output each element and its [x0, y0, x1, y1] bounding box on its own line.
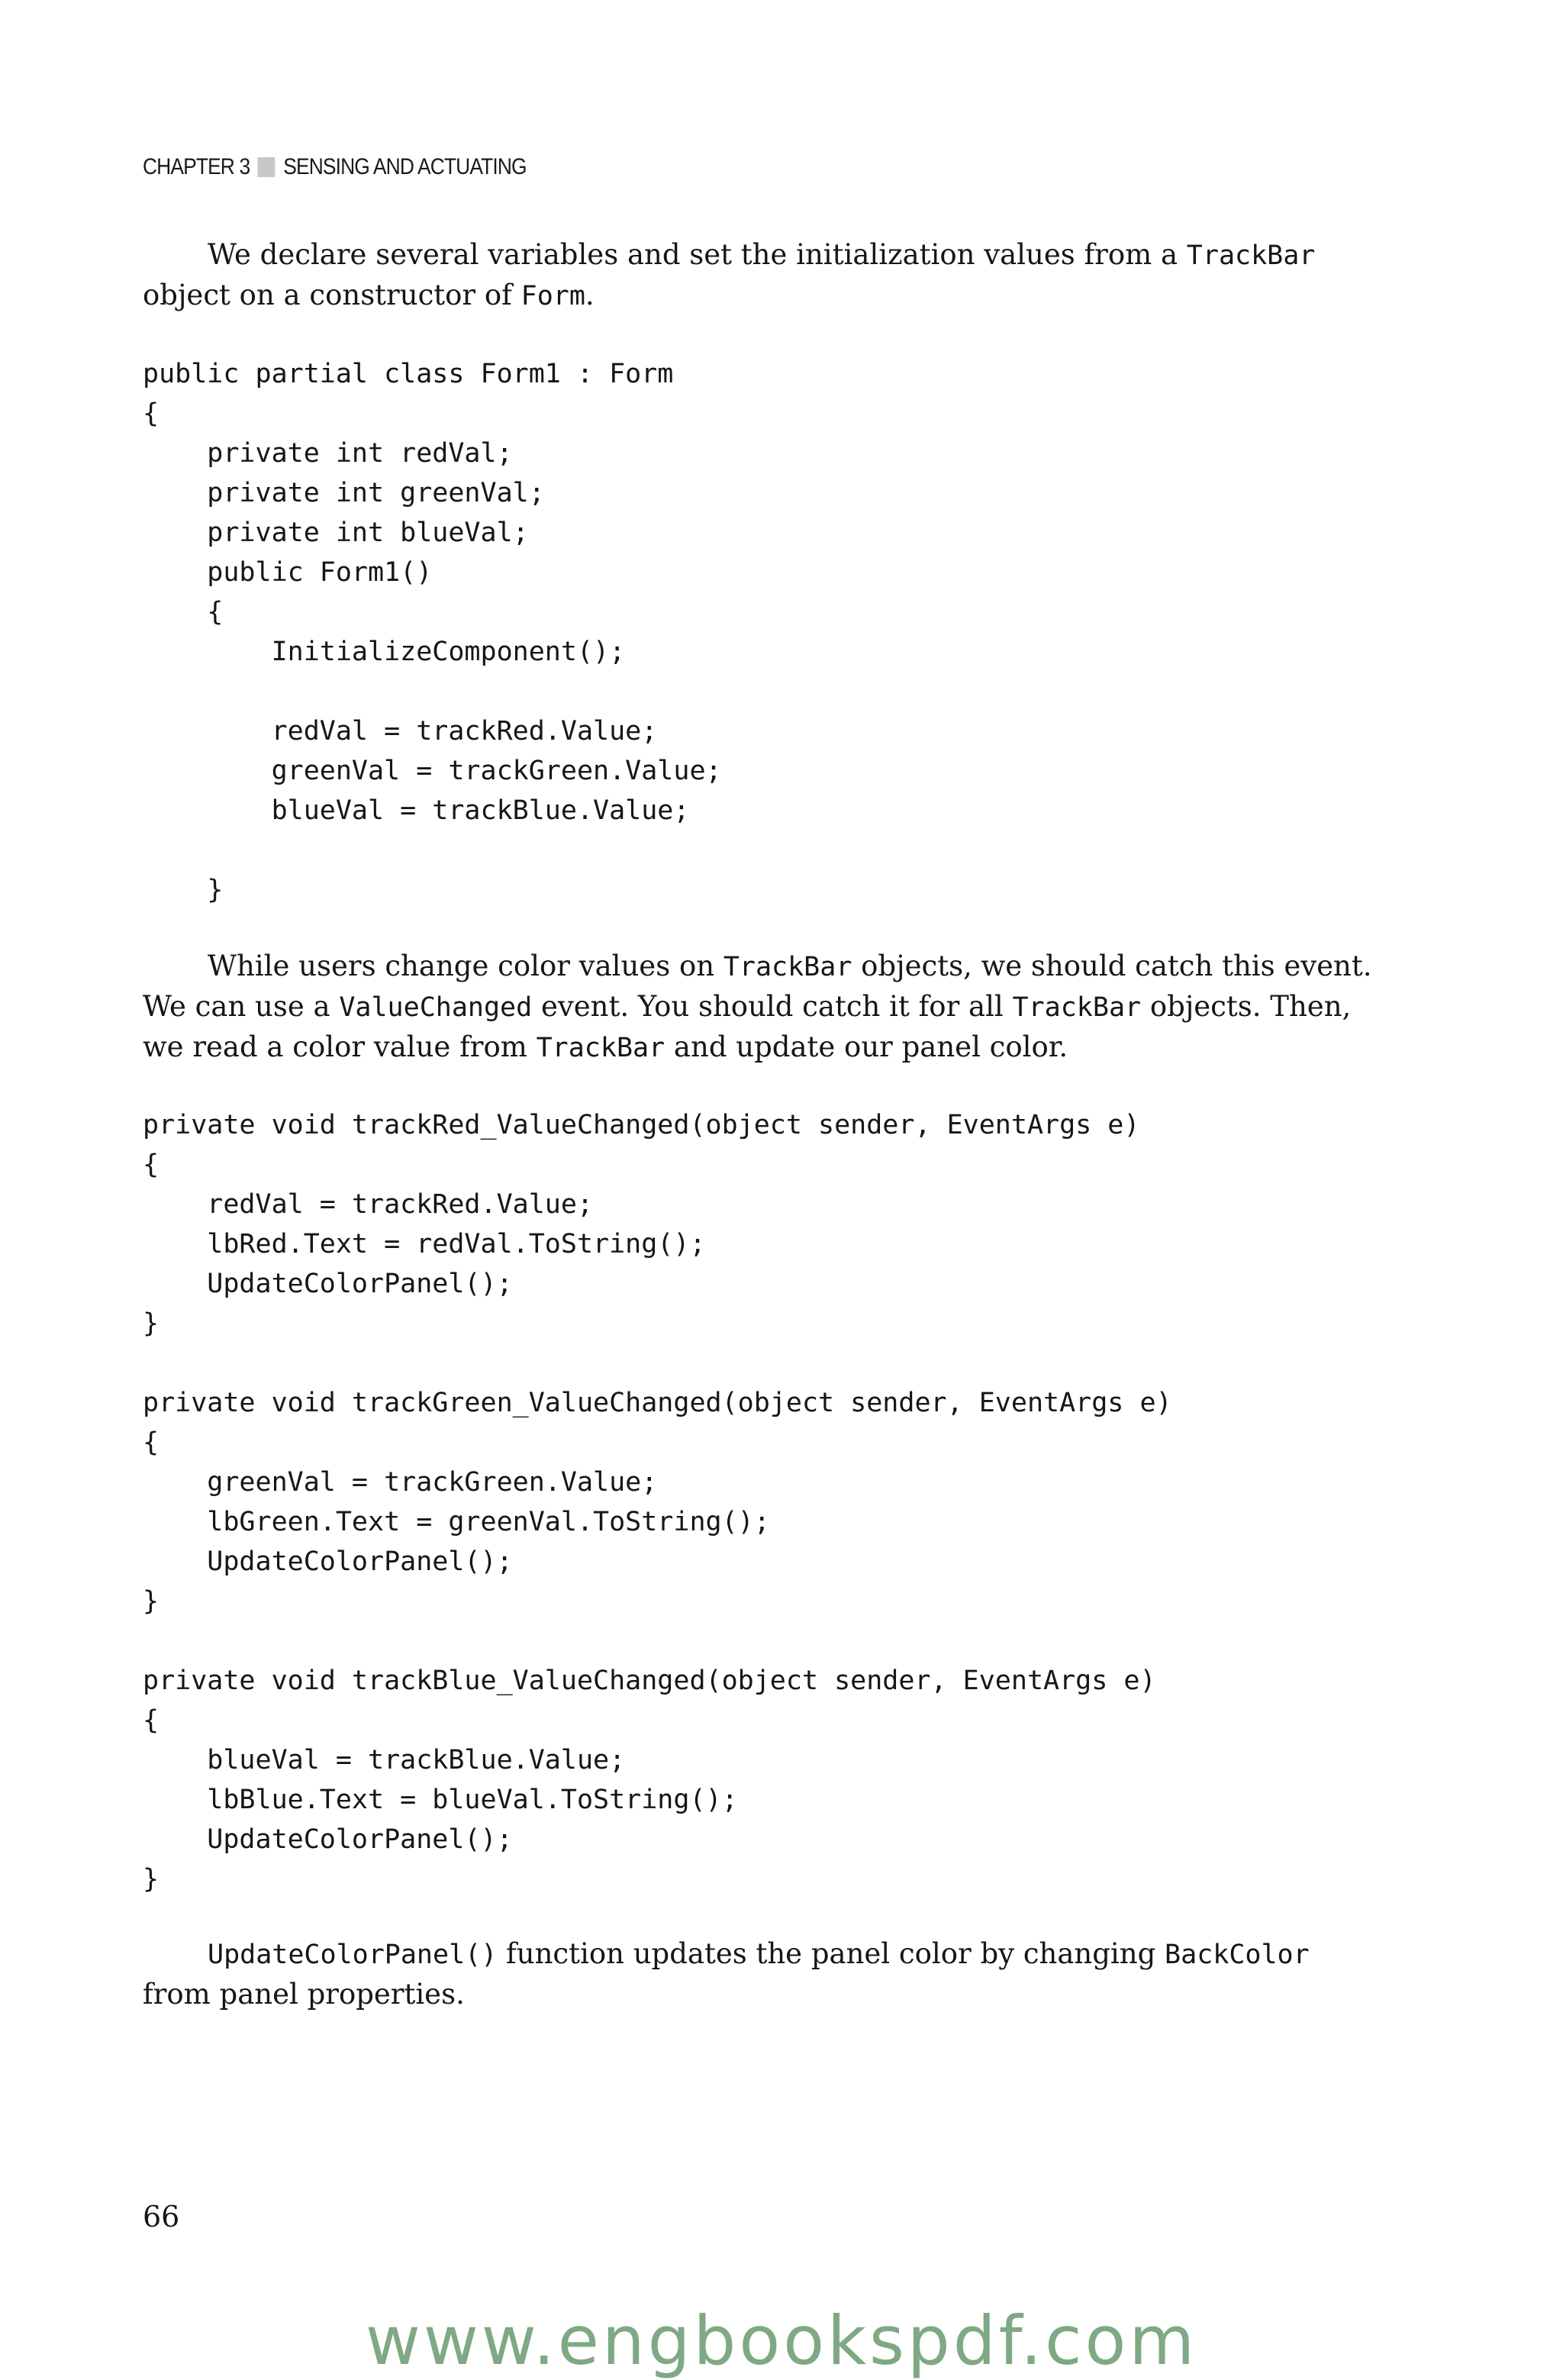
page-number: 66 [143, 2200, 180, 2233]
code-block-handlers: private void trackRed_ValueChanged(object sender, EventArgs e) { redVal = trackRed.Value; lbRed.Text = redVal.ToString(); UpdateColorPanel(); } private void trackGreen_ValueChanged(object sender, EventArgs e) { greenVal = trackGreen.Value; lbGreen.Text = greenVal.ToString(); UpdateColorPanel(); } private void trackBlue_ValueChanged(object sender, EventArgs e) { blueVal = trackBlue.Value; lbBlue.Text = blueVal.ToString(); UpdateColorPanel(); } [143, 1110, 1172, 1895]
header-square-icon [258, 157, 276, 177]
text-run: function updates the panel color by changing [497, 1937, 1165, 1970]
inline-code: TrackBar [723, 952, 852, 982]
chapter-label: CHAPTER 3 [143, 154, 250, 179]
paragraph-update-panel [143, 1934, 1379, 2014]
text-run: from panel properties. [143, 1978, 465, 2011]
inline-code: TrackBar [536, 1033, 665, 1063]
chapter-title: SENSING AND ACTUATING [283, 154, 527, 179]
text-run: . [585, 279, 595, 311]
text-run: objects. Then, we read a color value from [143, 990, 1352, 1063]
inline-code: TrackBar [1012, 992, 1142, 1023]
code-block-form-class: public partial class Form1 : Form { private int redVal; private int greenVal; private int blueVal; public Form1() { InitializeComponent(); redVal = trackRed.Value; greenVal = trackGreen.Value; blueVal = trackBlue.Value; } [143, 359, 722, 905]
inline-code: BackColor [1165, 1940, 1310, 1970]
text-run: While users change color values on [208, 950, 723, 982]
watermark: www.engbookspdf.com [365, 2301, 1198, 2380]
inline-code: ValueChanged [339, 992, 533, 1023]
inline-code: Form [520, 281, 585, 311]
paragraph-intro [143, 235, 1379, 316]
paragraph-events [143, 947, 1379, 1068]
text-run: and update our panel color. [665, 1030, 1068, 1063]
text-run: event. You should catch it for all [532, 990, 1013, 1023]
running-header [143, 154, 527, 180]
text-run: object on a constructor of [143, 279, 521, 311]
inline-code: TrackBar [1186, 240, 1316, 271]
text-run: objects, we should catch this event. We can use a [143, 950, 1372, 1023]
text-run: We declare several variables and set the initialization values from a [208, 238, 1187, 271]
inline-code: UpdateColorPanel() [208, 1940, 498, 1970]
